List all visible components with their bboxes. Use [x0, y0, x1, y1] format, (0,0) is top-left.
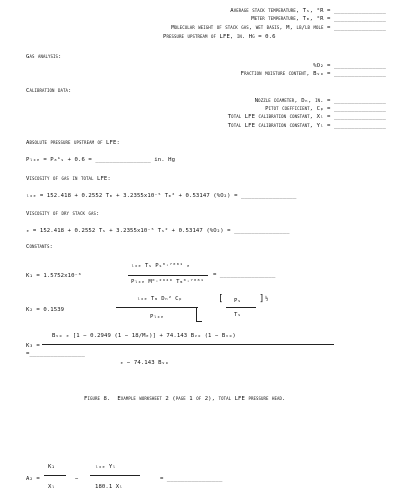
k2-denominator: Pₗₓₑ	[150, 314, 164, 320]
k2-fraction-bar	[116, 307, 198, 308]
viscosity-dry-heading: Viscosity of dry stack gas:	[26, 211, 100, 217]
k2-lhs: K₂ = 0.1539	[26, 307, 65, 313]
a2-term1-bar	[44, 475, 66, 476]
header-line-2: Meter temperature, Tₘ, °R = _______________	[251, 16, 386, 22]
viscosity-total-formula: ₗₓₑ = 152.418 + 0.2552 Tₘ + 3.2355x10⁻⁵ Tₘ² + 0.53147 (%O₂) = ________________	[26, 193, 297, 199]
a2-term2-num: ₗₓₑ Yₗ	[95, 464, 116, 470]
viscosity-total-heading: Viscosity of gas in total LFE:	[26, 176, 111, 182]
header-line-4: Pressure upstream of LFE, in. Hg = 0.6	[163, 34, 276, 40]
header-line-1: Average stack temperature, Tₛ, °R = _______________	[230, 8, 386, 14]
constants-heading: Constants:	[26, 244, 54, 250]
figure-caption: Figure 8. Example worksheet 2 (page 1 of 2), total LFE pressure head.	[84, 396, 286, 402]
k2-sqrt-vertical	[196, 307, 197, 321]
a2-term2-den: 180.1 Xₗ	[95, 484, 123, 490]
a2-term1-num: K₁	[48, 464, 55, 470]
gas-analysis-heading: Gas analysis:	[26, 54, 62, 60]
cal-xl-line: Total LFE calibration constant, Xₗ = _______________	[227, 114, 386, 120]
k2-bracket-bar	[226, 307, 256, 308]
k3-fraction-bar	[42, 344, 334, 345]
a2-term2-bar	[90, 475, 140, 476]
abs-pressure-formula: Pₗₓₑ = Pₐᵇₛ + 0.6 = ________________ in. Hg	[26, 157, 176, 163]
cal-pitot-line: Pitot coefficient, Cₚ = _______________	[265, 106, 386, 112]
k1-result: = ________________	[213, 272, 276, 278]
k3-lhs: K₃ =	[26, 343, 40, 349]
gas-moisture-line: Fraction moisture content, Bᵥₒ = _______________	[240, 71, 386, 77]
k2-numerator: ₗₓₑ Tₘ Dₙ² Cₚ	[137, 296, 183, 302]
k1-lhs: K₁ = 1.5752x10⁻⁶	[26, 273, 82, 279]
viscosity-dry-formula: ₑ = 152.418 + 0.2552 Tₛ + 3.2355x10⁻⁵ Tₛ² + 0.53147 (%O₂) = ________________	[26, 228, 290, 234]
k2-bracket-num: Pₛ	[234, 298, 241, 304]
a2-term1-den: Xₗ	[48, 484, 55, 490]
k2-left-bracket: [	[218, 294, 224, 304]
k1-numerator: ₗₓₑ Tₛ Pₛ⁰·⁷⁰⁸¹ ₑ	[131, 263, 190, 269]
k3-result: =________________	[26, 351, 85, 357]
cal-nozzle-line: Nozzle diameter, Dₙ, in. = _______________	[254, 98, 386, 104]
calibration-heading: Calibration data:	[26, 88, 72, 94]
cal-yl-line: Total LFE calibration constant, Yₗ = _______________	[227, 123, 386, 129]
k1-denominator: Pₗₓₑ M⁰·²⁹⁴⁹ Tₘ⁰·⁷⁰⁸¹	[131, 279, 204, 285]
a2-minus: −	[75, 476, 79, 482]
k2-sqrt-tail	[196, 321, 202, 322]
header-line-3: Molecular weight of stack gas, wet basis, M, lb/lb mole = _______________	[171, 25, 386, 31]
k1-fraction-bar	[128, 275, 208, 276]
k2-right-bracket: ]	[259, 294, 265, 304]
a2-lhs: A₂ =	[26, 476, 40, 482]
k3-denominator: ₑ − 74.143 Bᵥₒ	[120, 360, 169, 366]
k2-bracket-den: Tₛ	[234, 312, 241, 318]
a2-result: = ________________	[160, 476, 223, 482]
abs-pressure-heading: Absolute pressure upstream of LFE:	[26, 140, 120, 146]
k3-numerator: Bᵥₒ ₑ [1 − 0.2949 (1 − 18/Mₑ)] + 74.143 Bᵥₒ (1 − Bᵥₒ)	[52, 333, 236, 339]
gas-o2-line: %O₂ = _______________	[313, 63, 386, 69]
k2-exponent: ½	[265, 296, 269, 302]
